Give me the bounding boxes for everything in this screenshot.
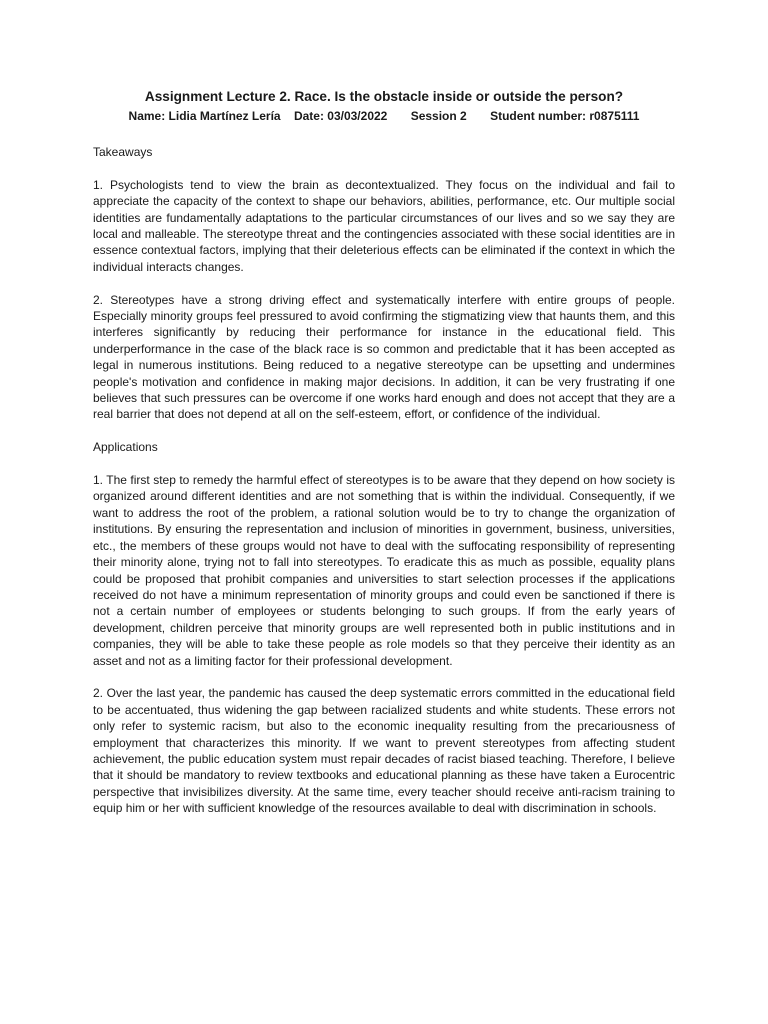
student-number: Student number: r0875111	[490, 109, 640, 123]
session-label: Session 2	[410, 109, 467, 123]
applications-heading: Applications	[93, 440, 158, 455]
application-paragraph-1: 1. The first step to remedy the harmful effect of stereotypes is to be aware that they depend on how society is organized around different identities and are not something that is within the individual. Consequently, if we want to address the root of the problem, a rational solution would be to try to change the organization of institutions. By ensuring the representation and inclusion of minorities in government, business, universities, etc., the members of these groups would not have to deal with the suffocating responsibility of representing their minority alone, trying not to fall into stereotypes. To eradicate this as much as possible, equality plans could be proposed that prohibit companies and universities to start selection processes if the applications received do not have a minimum representation of minority groups and could even be sanctioned if there is not a certain number of employees or students belonging to such groups. If from the early years of development, children perceive that minority groups are well represented both in public institutions and in companies, they will be able to take these people as role models so that they perceive their identity as an asset and not as a limiting factor for their professional development.	[93, 473, 675, 668]
document-meta	[93, 108, 675, 124]
author-name: Name: Lidia Martínez Lería	[128, 109, 281, 123]
document-page	[93, 88, 675, 817]
takeaways-heading: Takeaways	[93, 145, 153, 159]
takeaway-paragraph-2: 2. Stereotypes have a strong driving effect and systematically interfere with entire groups of people. Especially minority groups feel pressured to avoid confirming the stigmatizing view that haunts them, and this interferes significantly by reducing their performance for instance in the educational field. This underperformance in the case of the black race is so common and predictable that it has been accepted as legal in numerous institutions. Being reduced to a negative stereotype can be upsetting and undermines people's motivation and confidence in making major decisions. In addition, it can be very frustrating if one believes that such pressures can be overcome if one works hard enough and does not accept that they are a real barrier that does not depend at all on the self-esteem, effort, or confidence of the individual.	[93, 292, 675, 422]
takeaway-paragraph-1: 1. Psychologists tend to view the brain as decontextualized. They focus on the individual and fail to appreciate the capacity of the context to shape our behaviors, abilities, performance, etc. Our multiple social identities are fundamentally adaptations to the particular circumstances of our lives and so we say they are local and malleable. The stereotype threat and the contingencies associated with these social identities are in essence contextual factors, implying that their deleterious effects can be eliminated if the context in which the individual interacts changes.	[93, 177, 675, 274]
submission-date: Date: 03/03/2022	[293, 109, 388, 123]
document-title: Assignment Lecture 2. Race. Is the obstacle inside or outside the person?	[144, 89, 624, 104]
application-paragraph-2: 2. Over the last year, the pandemic has caused the deep systematic errors committed in the educational field to be accentuated, thus widening the gap between racialized students and white students. These errors not only refer to systemic racism, but also to the economic inequality resulting from the precariousness of employment that characterizes this minority. If we want to prevent stereotypes from affecting student achievement, the public education system must repair decades of racist biased teaching. Therefore, I believe that it should be mandatory to review textbooks and educational planning as these have taken a Eurocentric perspective that invisibilizes diversity. At the same time, every teacher should receive anti-racism training to equip him or her with sufficient knowledge of the resources available to deal with discrimination in schools.	[93, 686, 675, 816]
